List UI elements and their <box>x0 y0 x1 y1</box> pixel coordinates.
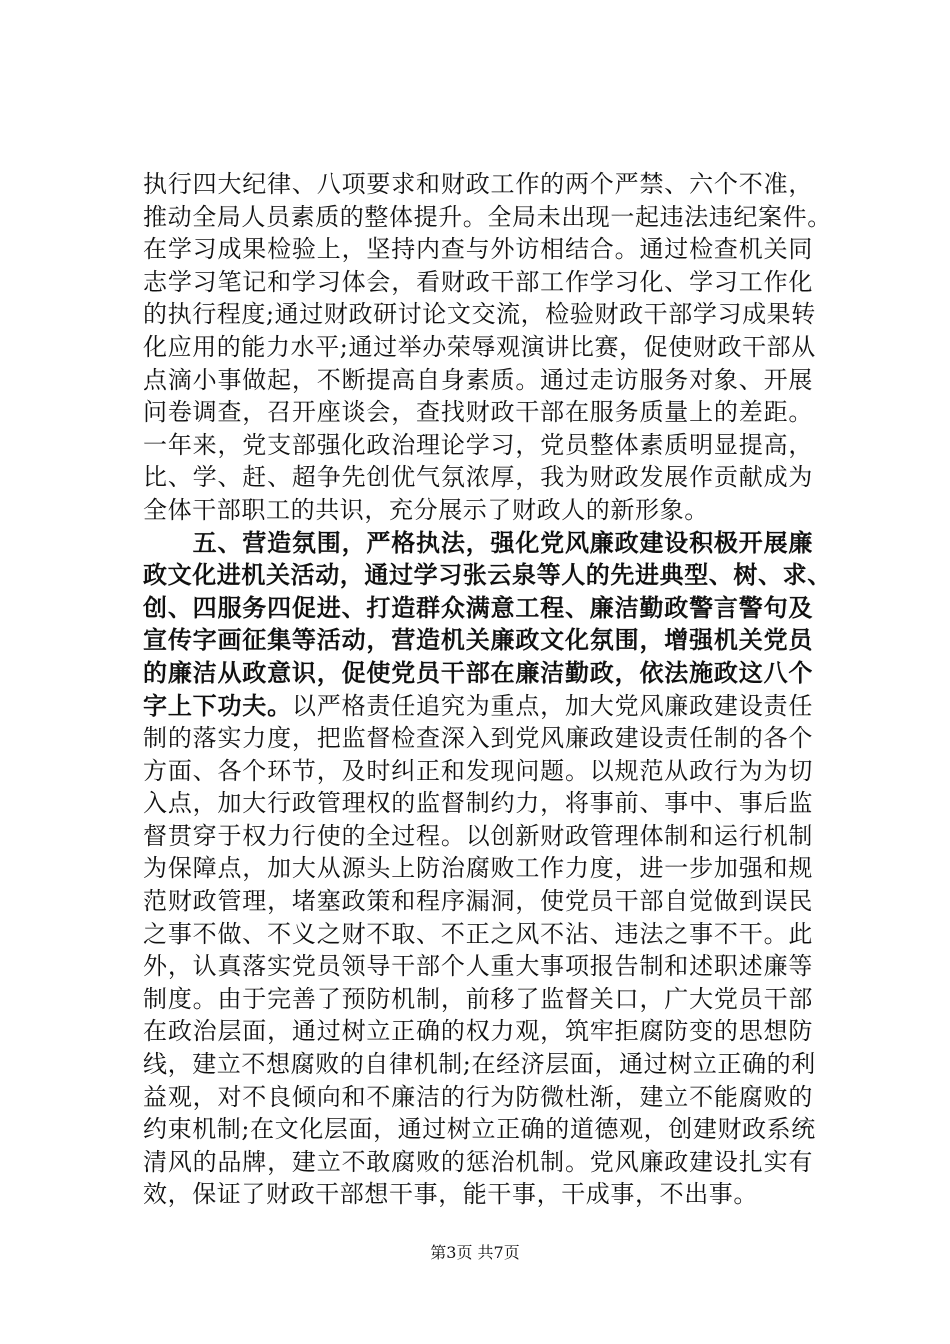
text-line: 入点，加大行政管理权的监督制约力，将事前、事中、事后监 <box>143 789 813 818</box>
text-line <box>143 690 813 723</box>
text-segment: 以严格责任追究为重点，加大党风廉政建设责任 <box>291 691 813 720</box>
text-line: 约束机制;在文化层面，通过树立正确的道德观，创建财政系统 <box>143 1115 816 1144</box>
text-line: 益观，对不良倾向和不廉洁的行为防微杜渐，建立不能腐败的 <box>143 1082 813 1111</box>
section-heading-line: 五、营造氛围，严格执法，强化党风廉政建设积极开展廉 <box>143 527 813 557</box>
text-line: 在政治层面，通过树立正确的权力观，筑牢拒腐防变的思想防 <box>143 1017 813 1046</box>
text-line: 在学习成果检验上，坚持内查与外访相结合。通过检查机关同 <box>143 235 813 264</box>
text-line: 点滴小事做起，不断提高自身素质。通过走访服务对象、开展 <box>143 365 813 394</box>
text-line: 清风的品牌，建立不敢腐败的惩治机制。党风廉政建设扎实有 <box>143 1147 813 1176</box>
document-body <box>143 168 832 1211</box>
text-line: 外，认真落实党员领导干部个人重大事项报告制和述职述廉等 <box>143 952 813 981</box>
text-line: 的廉洁从政意识，促使党员干部在廉洁勤政，依法施政这八个 <box>143 657 813 687</box>
text-line: 政文化进机关活动，通过学习张云泉等人的先进典型、树、求、 <box>143 560 832 590</box>
text-line: 制的落实力度，把监督检查深入到党风廉政建设责任制的各个 <box>143 724 813 753</box>
text-line: 范财政管理，堵塞政策和程序漏洞，使党员干部自觉做到误民 <box>143 887 813 916</box>
text-line: 线，建立不想腐败的自律机制;在经济层面，通过树立正确的利 <box>143 1050 816 1079</box>
bold-text-segment: 字上下功夫。 <box>143 690 292 720</box>
text-line: 的执行程度;通过财政研讨论文交流，检验财政干部学习成果转 <box>143 300 816 329</box>
text-line: 效，保证了财政干部想干事，能干事，干成事，不出事。 <box>143 1180 758 1209</box>
text-line: 化应用的能力水平;通过举办荣辱观演讲比赛，促使财政干部从 <box>143 332 816 361</box>
text-line: 执行四大纪律、八项要求和财政工作的两个严禁、六个不准， <box>143 170 813 198</box>
text-line: 之事不做、不义之财不取、不正之风不沾、违法之事不干。此 <box>143 919 813 948</box>
text-line: 推动全局人员素质的整体提升。全局未出现一起违法违纪案件。 <box>143 202 832 231</box>
text-line: 全体干部职工的共识，充分展示了财政人的新形象。 <box>143 495 709 524</box>
text-line: 方面、各个环节，及时纠正和发现问题。以规范从政行为为切 <box>143 756 813 785</box>
page-number-footer: 第3页 共7页 <box>430 1243 520 1262</box>
text-line: 问卷调查，召开座谈会，查找财政干部在服务质量上的差距。 <box>143 398 813 427</box>
text-line: 督贯穿于权力行使的全过程。以创新财政管理体制和运行机制 <box>143 821 813 850</box>
text-line: 比、学、赶、超争先创优气氛浓厚，我为财政发展作贡献成为 <box>143 463 813 492</box>
text-line: 志学习笔记和学习体会，看财政干部工作学习化、学习工作化 <box>143 267 813 296</box>
text-line: 制度。由于完善了预防机制，前移了监督关口，广大党员干部 <box>143 984 813 1013</box>
text-line: 为保障点，加大从源头上防治腐败工作力度，进一步加强和规 <box>143 854 813 883</box>
text-line: 一年来，党支部强化政治理论学习，党员整体素质明显提高， <box>143 430 813 459</box>
text-line: 宣传字画征集等活动，营造机关廉政文化氛围，增强机关党员 <box>143 625 813 655</box>
text-line: 创、四服务四促进、打造群众满意工程、廉洁勤政警言警句及 <box>143 592 813 622</box>
